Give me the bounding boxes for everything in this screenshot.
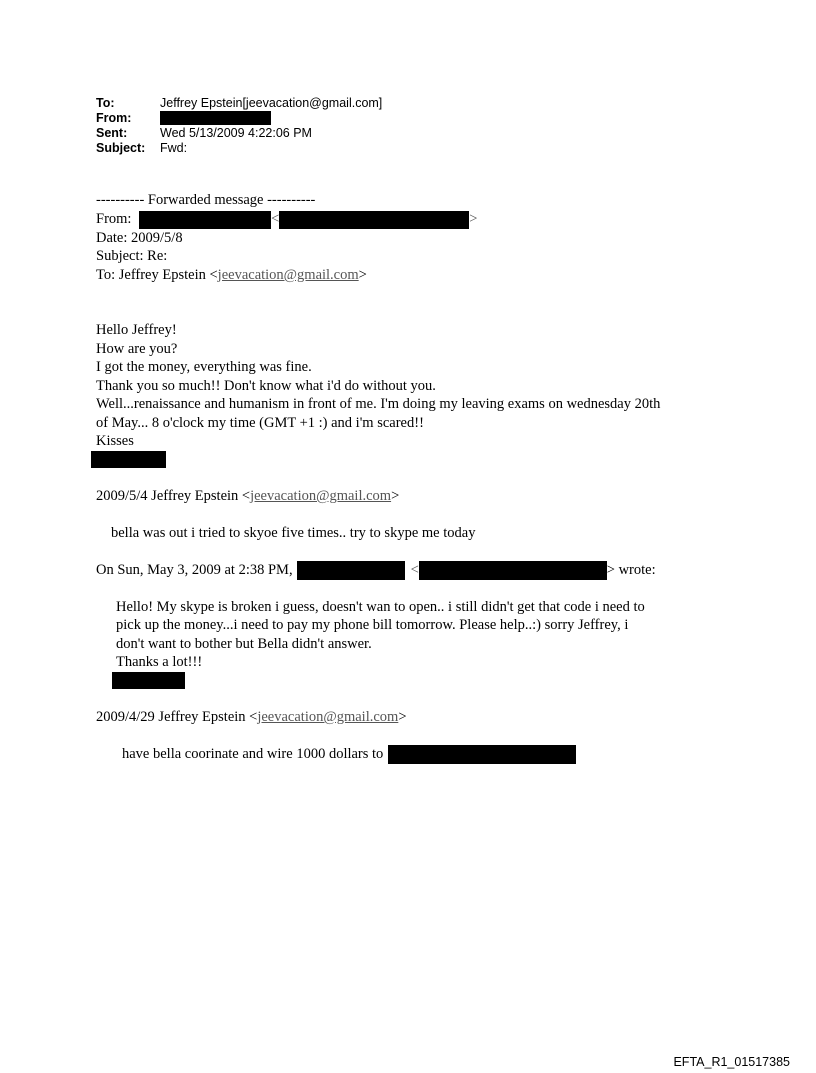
email-link[interactable]: jeevacation@gmail.com (250, 488, 392, 504)
forwarded-from-line: From: < > (96, 211, 478, 227)
body-line: Kisses (96, 433, 134, 449)
body-line: Hello Jeffrey! (96, 322, 177, 338)
reply2-line: Thanks a lot!!! (116, 654, 203, 670)
reply2-header (96, 561, 656, 580)
reply1-header (96, 487, 399, 506)
reply2-wrote: > wrote: (606, 562, 656, 578)
redaction-bar (297, 561, 405, 580)
header-sent-row (96, 126, 382, 141)
reply1-prefix: 2009/5/4 Jeffrey Epstein < (96, 488, 251, 504)
forwarded-to-prefix: To: Jeffrey Epstein < (96, 267, 218, 283)
body-line: of May... 8 o'clock my time (GMT +1 :) and i'm scared!! (96, 415, 424, 431)
reply2-line: don't want to bother but Bella didn't answer. (116, 636, 372, 652)
reply2-line: pick up the money...i need to pay my phone bill tomorrow. Please help..:) sorry Jeffrey, i (116, 617, 629, 633)
header-sent-value: Wed 5/13/2009 4:22:06 PM (160, 126, 312, 140)
header-from-label: From: (96, 111, 132, 125)
reply1-suffix: > (391, 488, 400, 504)
forwarded-to-line (96, 266, 367, 285)
header-subject-label: Subject: (96, 141, 146, 155)
header-sent-label: Sent: (96, 126, 128, 140)
email-link[interactable]: jeevacation@gmail.com (257, 709, 399, 725)
header-to-label: To: (96, 96, 115, 110)
redaction-bar (279, 211, 469, 229)
reply2-line: Hello! My skype is broken i guess, doesn't wan to open.. i still didn't get that code i need to (116, 599, 645, 615)
redaction-bar (112, 672, 185, 689)
header-to-row (96, 96, 382, 111)
email-link[interactable]: jeevacation@gmail.com (217, 267, 359, 283)
reply3-header (96, 708, 407, 727)
reply3-text-line (122, 745, 576, 764)
forwarded-divider: ---------- Forwarded message ---------- (96, 192, 316, 208)
reply3-suffix: > (398, 709, 407, 725)
redaction-bar (91, 451, 166, 468)
redaction-bar (139, 211, 271, 229)
reply1-text: bella was out i tried to skyoe five times.. try to skype me today (111, 525, 476, 541)
redaction-bar (160, 111, 271, 125)
header-subject-row (96, 141, 382, 156)
forwarded-date-line: Date: 2009/5/8 (96, 230, 183, 246)
forwarded-subject-line: Subject: Re: (96, 248, 168, 264)
header-to-value: Jeffrey Epstein[jeevacation@gmail.com] (160, 96, 383, 110)
header-from-row (96, 111, 382, 126)
reply2-prefix: On Sun, May 3, 2009 at 2:38 PM, (96, 562, 293, 578)
body-line: How are you? (96, 341, 178, 357)
forwarded-from-label: From: (96, 211, 132, 227)
redaction-bar (388, 745, 576, 764)
reply2-lt: < (410, 562, 419, 578)
document-id: EFTA_R1_01517385 (673, 1055, 790, 1069)
reply3-text: have bella coorinate and wire 1000 dollars to (122, 746, 384, 762)
redaction-bar (419, 561, 607, 580)
reply3-prefix: 2009/4/29 Jeffrey Epstein < (96, 709, 258, 725)
header-subject-value: Fwd: (160, 141, 188, 155)
email-header (96, 96, 382, 156)
body-line: Thank you so much!! Don't know what i'd do without you. (96, 378, 436, 394)
body-line: Well...renaissance and humanism in front of me. I'm doing my leaving exams on wednesday 20th (96, 396, 661, 412)
forwarded-to-suffix: > (358, 267, 367, 283)
body-line: I got the money, everything was fine. (96, 359, 312, 375)
